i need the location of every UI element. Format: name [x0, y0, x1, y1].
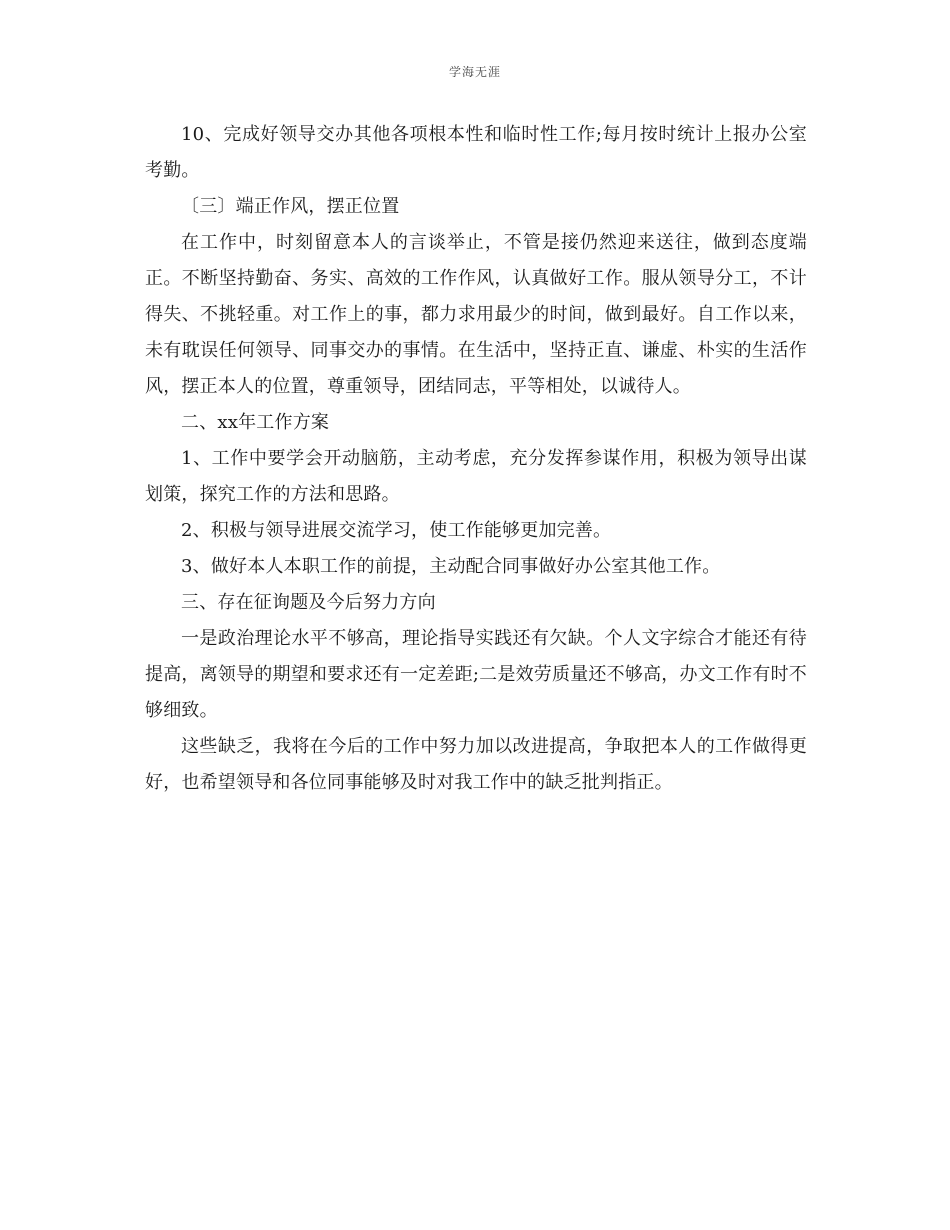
paragraph-conclusion: 这些缺乏，我将在今后的工作中努力加以改进提高，争取把本人的工作做得更好，也希望领导和各位同事能够及时对我工作中的缺乏批判指正。 [145, 736, 807, 793]
paragraph-plan-2: 2、积极与领导进展交流学习，使工作能够更加完善。 [181, 520, 612, 541]
section-heading-conduct: 〔三〕端正作风，摆正位置 [181, 196, 400, 217]
paragraph-plan-3: 3、做好本人本职工作的前提，主动配合同事做好办公室其他工作。 [181, 556, 721, 577]
paragraph-conduct: 在工作中，时刻留意本人的言谈举止，不管是接仍然迎来送往，做到态度端正。不断坚持勤奋、务实、高效的工作作风，认真做好工作。服从领导分工，不计得失、不挑轻重。对工作上的事，都力求用最少的时间，做到最好。自工作以来，未有耽误任何领导、同事交办的事情。在生活中，坚持正直、谦虚、朴实的生活作风，摆正本人的位置，尊重领导，团结同志，平等相处，以诚待人。 [145, 232, 807, 397]
paragraph-problems: 一是政治理论水平不够高，理论指导实践还有欠缺。个人文字综合才能还有待提高，离领导的期望和要求还有一定差距;二是效劳质量还不够高，办文工作有时不够细致。 [145, 628, 807, 721]
paragraph-plan-1: 1、工作中要学会开动脑筋，主动考虑，充分发挥参谋作用，积极为领导出谋划策，探究工作的方法和思路。 [145, 448, 807, 505]
section-heading-problems: 三、存在征询题及今后努力方向 [181, 592, 436, 613]
section-heading-work-plan: 二、xx年工作方案 [181, 412, 330, 433]
paragraph-item-10: 10、完成好领导交办其他各项根本性和临时性工作;每月按时统计上报办公室考勤。 [145, 124, 807, 181]
document-body [145, 117, 807, 801]
running-header: 学海无涯 [448, 65, 501, 79]
